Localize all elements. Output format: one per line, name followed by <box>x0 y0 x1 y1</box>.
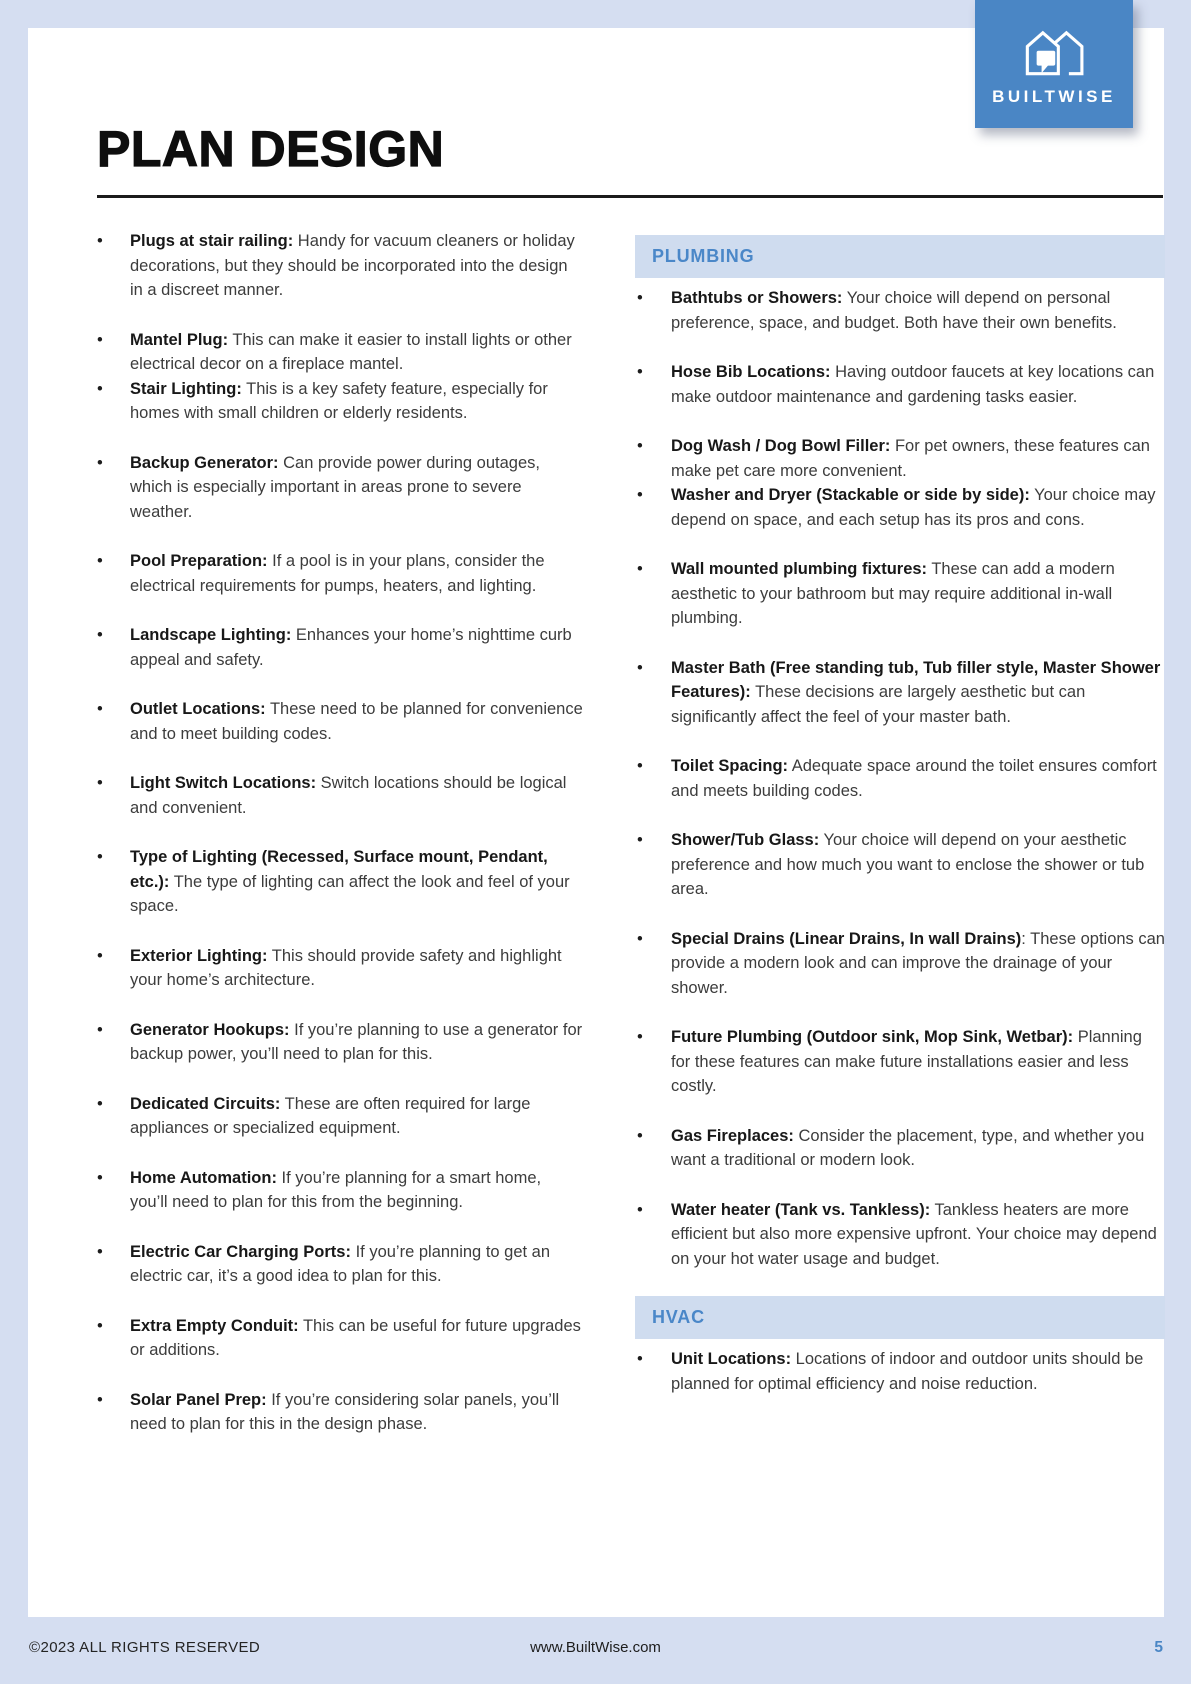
list-item <box>95 451 583 525</box>
list-item-label: Generator Hookups: <box>130 1020 290 1039</box>
list-item-label: Outlet Locations: <box>130 700 266 718</box>
electrical-items-list <box>95 229 583 1437</box>
list-item-label: Special Drains (Linear Drains, In wall Drains) <box>671 929 1022 948</box>
list-item-label: Backup Generator: <box>130 453 279 472</box>
list-item-label: Dog Wash / Dog Bowl Filler: <box>671 437 891 455</box>
list-item-text: Can provide power during outages, which is especially important in areas prone to severe weather. <box>130 453 540 521</box>
list-item-label: Gas Fireplaces: <box>671 1126 794 1145</box>
list-item <box>95 1240 583 1289</box>
list-item-label: Water heater (Tank vs. Tankless): <box>671 1200 931 1219</box>
list-item-label: Mantel Plug: <box>130 330 229 349</box>
list-item-text: For pet owners, these features can make pet care more convenient. <box>671 437 1150 480</box>
list-item-label: Electric Car Charging Ports: <box>130 1242 351 1261</box>
list-item-text: Your choice may depend on space, and each setup has its pros and cons. <box>671 486 1156 529</box>
list-item-label: Light Switch Locations: <box>130 774 317 792</box>
list-item-text: : These options can provide a modern look and can improve the drainage of your shower. <box>671 929 1165 997</box>
list-item-text: This is a key safety feature, especially for homes with small children or elderly residents. <box>130 379 548 422</box>
list-item-label: Pool Preparation: <box>130 552 268 570</box>
list-item <box>95 1018 583 1067</box>
list-item-text: If a pool is in your plans, consider the electrical requirements for pumps, heaters, and lighting. <box>130 552 545 595</box>
list-item <box>95 377 583 426</box>
list-item-label: Solar Panel Prep: <box>130 1390 267 1409</box>
list-item <box>95 771 583 820</box>
list-item <box>635 1347 1165 1396</box>
list-item <box>95 1166 583 1215</box>
list-item-label: Landscape Lighting: <box>130 626 292 644</box>
left-column <box>95 229 583 1462</box>
list-item-text: Handy for vacuum cleaners or holiday decorations, but they should be incorporated into the design in a discreet manner. <box>130 232 575 299</box>
list-item <box>635 1025 1165 1099</box>
right-column <box>635 235 1165 1421</box>
list-item-text: This can make it easier to install lights or other electrical decor on a fireplace mantel. <box>130 330 572 373</box>
brand-badge <box>975 0 1133 128</box>
list-item-text: Your choice will depend on personal preference, space, and budget. Both have their own benefits. <box>671 289 1117 332</box>
list-item-text: If you’re considering solar panels, you’ll need to plan for this in the design phase. <box>130 1390 560 1433</box>
list-item <box>95 697 583 746</box>
list-item-text: If you’re planning for a smart home, you’ll need to plan for this from the beginning. <box>130 1168 542 1211</box>
section-heading-label: PLUMBING <box>652 246 755 266</box>
page-title: PLAN DESIGN <box>97 121 445 177</box>
list-item-label: Stair Lighting: <box>130 379 242 398</box>
section-header-hvac <box>635 1296 1165 1339</box>
list-item <box>635 1124 1165 1173</box>
list-item-label: Future Plumbing (Outdoor sink, Mop Sink, Wetbar): <box>671 1028 1074 1046</box>
list-item <box>635 828 1165 902</box>
footer-copyright: ©2023 ALL RIGHTS RESERVED <box>29 1639 261 1656</box>
list-item-text: Switch locations should be logical and convenient. <box>130 774 567 817</box>
list-item <box>635 286 1165 335</box>
list-item-text: Locations of indoor and outdoor units should be planned for optimal efficiency and noise reduction. <box>671 1350 1144 1393</box>
list-item <box>635 1198 1165 1272</box>
list-item-label: Plugs at stair railing: <box>130 232 294 250</box>
list-item <box>95 1388 583 1437</box>
list-item <box>635 483 1165 532</box>
list-item-label: Unit Locations: <box>671 1350 792 1368</box>
list-item-text: Adequate space around the toilet ensures comfort and meets building codes. <box>671 757 1157 800</box>
list-item-label: Washer and Dryer (Stackable or side by side): <box>671 486 1030 504</box>
list-item <box>95 845 583 919</box>
list-item <box>635 360 1165 409</box>
list-item-label: Wall mounted plumbing fixtures: <box>671 560 928 578</box>
list-item <box>635 656 1165 730</box>
list-item-text: If you’re planning to use a generator for backup power, you’ll need to plan for this. <box>130 1020 583 1063</box>
list-item-label: Bathtubs or Showers: <box>671 289 843 307</box>
list-item-label: Home Automation: <box>130 1168 277 1187</box>
list-item-label: Dedicated Circuits: <box>130 1094 281 1113</box>
list-item-text: These are often required for large appliances or specialized equipment. <box>130 1094 531 1137</box>
hvac-items-list <box>635 1347 1165 1396</box>
section-heading-label: HVAC <box>652 1307 705 1327</box>
list-item <box>95 328 583 377</box>
plumbing-items-list <box>635 286 1165 1271</box>
list-item <box>95 944 583 993</box>
list-item <box>635 927 1165 1001</box>
list-item <box>95 623 583 672</box>
list-item-text: These need to be planned for convenience and to meet building codes. <box>130 700 583 743</box>
list-item-text: Planning for these features can make future installations easier and less costly. <box>671 1028 1142 1095</box>
title-divider <box>97 195 1163 198</box>
brand-name: BUILTWISE <box>992 86 1116 106</box>
list-item-text: These decisions are largely aesthetic but can significantly affect the feel of your master bath. <box>671 683 1086 726</box>
list-item-label: Type of Lighting (Recessed, Surface mount, Pendant, etc.): <box>130 848 548 891</box>
list-item-text: Enhances your home’s nighttime curb appeal and safety. <box>130 626 572 669</box>
list-item-text: Your choice will depend on your aesthetic preference and how much you want to enclose the shower or tub area. <box>671 831 1145 898</box>
list-item-text: These can add a modern aesthetic to your bathroom but may require additional in-wall plumbing. <box>671 560 1115 627</box>
list-item-text: Consider the placement, type, and whether you want a traditional or modern look. <box>671 1126 1145 1169</box>
list-item <box>635 557 1165 631</box>
list-item-text: Tankless heaters are more efficient but also more expensive upfront. Your choice may depend on your hot water usage and budget. <box>671 1200 1157 1268</box>
list-item-text: If you’re planning to get an electric car, it’s a good idea to plan for this. <box>130 1242 551 1285</box>
list-item <box>635 434 1165 483</box>
section-header-plumbing <box>635 235 1165 278</box>
house-chat-icon <box>1023 24 1085 80</box>
list-item-text: This should provide safety and highlight your home’s architecture. <box>130 946 562 989</box>
list-item-label: Shower/Tub Glass: <box>671 831 820 849</box>
list-item-label: Master Bath (Free standing tub, Tub filler style, Master Shower Features): <box>671 658 1161 701</box>
list-item-text: The type of lighting can affect the look and feel of your space. <box>130 872 570 915</box>
list-item <box>95 1314 583 1363</box>
list-item-label: Extra Empty Conduit: <box>130 1316 299 1335</box>
list-item-label: Toilet Spacing: <box>671 757 789 775</box>
list-item <box>95 549 583 598</box>
footer-page-number: 5 <box>1154 1639 1163 1656</box>
list-item <box>635 754 1165 803</box>
list-item-text: Having outdoor faucets at key locations can make outdoor maintenance and gardening tasks easier. <box>671 363 1155 406</box>
document-page <box>28 28 1164 1617</box>
list-item-text: This can be useful for future upgrades or additions. <box>130 1316 581 1359</box>
list-item <box>95 1092 583 1141</box>
footer-website: www.BuiltWise.com <box>530 1639 661 1656</box>
list-item-label: Hose Bib Locations: <box>671 363 831 381</box>
list-item-label: Exterior Lighting: <box>130 946 268 965</box>
list-item <box>95 229 583 303</box>
